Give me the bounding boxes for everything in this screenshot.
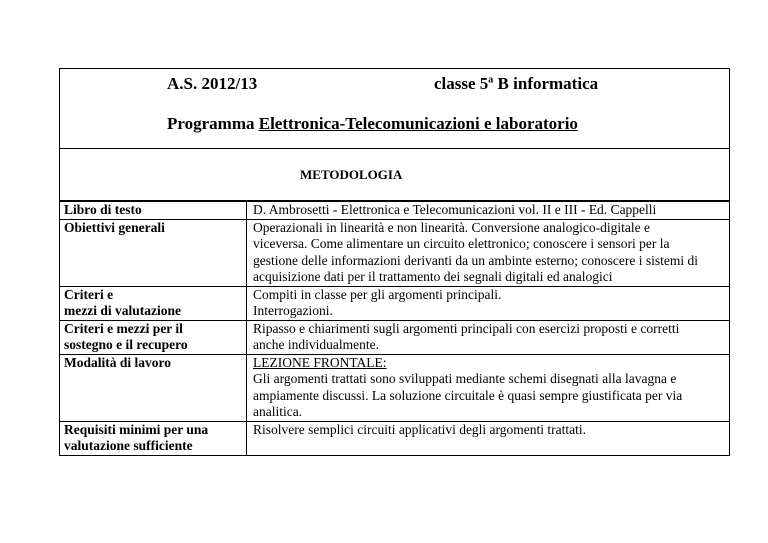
row-value-line: ampiamente discussi. La soluzione circuitale è quasi sempre giustificata per via xyxy=(253,387,683,403)
row-label-line: sostegno e il recupero xyxy=(64,337,188,352)
row-value-line: D. Ambrosetti - Elettronica e Telecomunicazioni vol. II e III - Ed. Cappelli xyxy=(253,202,657,217)
row-label xyxy=(60,354,247,421)
class-label: classe 5$^a$ B informatica xyxy=(434,74,599,93)
row-value xyxy=(247,219,730,286)
row-value-line: gestione delle informazioni derivanti da un ambinte esterno; conoscere i sistemi di xyxy=(253,252,698,268)
table-row xyxy=(60,320,730,354)
row-value-line: acquisizione dati per il trattamento dei segnali digitali ed analogici xyxy=(253,269,613,284)
row-value-line: Compiti in classe per gli argomenti principali. xyxy=(253,286,502,302)
section-header-box xyxy=(59,148,730,201)
header-line-2 xyxy=(167,114,578,134)
row-value-line: Gli argomenti trattati sono sviluppati mediante schemi disegnati alla lavagna e xyxy=(253,371,677,386)
row-label-line: Modalità di lavoro xyxy=(64,354,172,370)
row-value xyxy=(247,421,730,455)
row-value-line: Risolvere semplici circuiti applicativi degli argomenti trattati. xyxy=(253,421,587,437)
table-row xyxy=(60,219,730,286)
header-line-1 xyxy=(167,74,599,94)
methodology-table xyxy=(59,201,730,456)
row-value xyxy=(247,320,730,354)
program-label: Programma xyxy=(167,114,255,133)
row-value xyxy=(247,286,730,320)
row-value-line: LEZIONE FRONTALE: xyxy=(253,354,387,370)
table-row xyxy=(60,354,730,421)
row-label-line: Criteri e mezzi per il xyxy=(64,320,183,336)
row-value-line: Operazionali in linearità e non linearità. Conversione analogico-digitale e xyxy=(253,219,650,235)
row-label xyxy=(60,219,247,286)
row-value-line: Ripasso e chiarimenti sugli argomenti principali con esercizi proposti e corretti xyxy=(253,320,680,336)
table-row xyxy=(60,421,730,455)
row-value-line: analitica. xyxy=(253,404,303,419)
row-value xyxy=(247,202,730,220)
row-label-line: valutazione sufficiente xyxy=(64,438,193,453)
row-label xyxy=(60,202,247,220)
table-row xyxy=(60,286,730,320)
row-value-line: Interrogazioni. xyxy=(253,303,333,318)
subject-title: Elettronica-Telecomunicazioni e laboratorio xyxy=(258,114,578,133)
row-label xyxy=(60,421,247,455)
row-value xyxy=(247,354,730,421)
school-year: A.S. 2012/13 xyxy=(167,74,258,93)
row-label xyxy=(60,320,247,354)
row-value-line: anche individualmente. xyxy=(253,337,379,352)
row-label-line: Requisiti minimi per una xyxy=(64,421,209,437)
header-box xyxy=(59,68,730,149)
row-value-line: viceversa. Come alimentare un circuito elettronico; conoscere i sensori per la xyxy=(253,236,670,251)
row-label-line: mezzi di valutazione xyxy=(64,303,181,318)
row-label xyxy=(60,286,247,320)
row-label-line: Criteri e xyxy=(64,286,114,302)
row-label-line: Libro di testo xyxy=(64,202,142,217)
row-label-line: Obiettivi generali xyxy=(64,219,165,235)
section-title: METODOLOGIA xyxy=(300,167,403,182)
table-row xyxy=(60,202,730,220)
